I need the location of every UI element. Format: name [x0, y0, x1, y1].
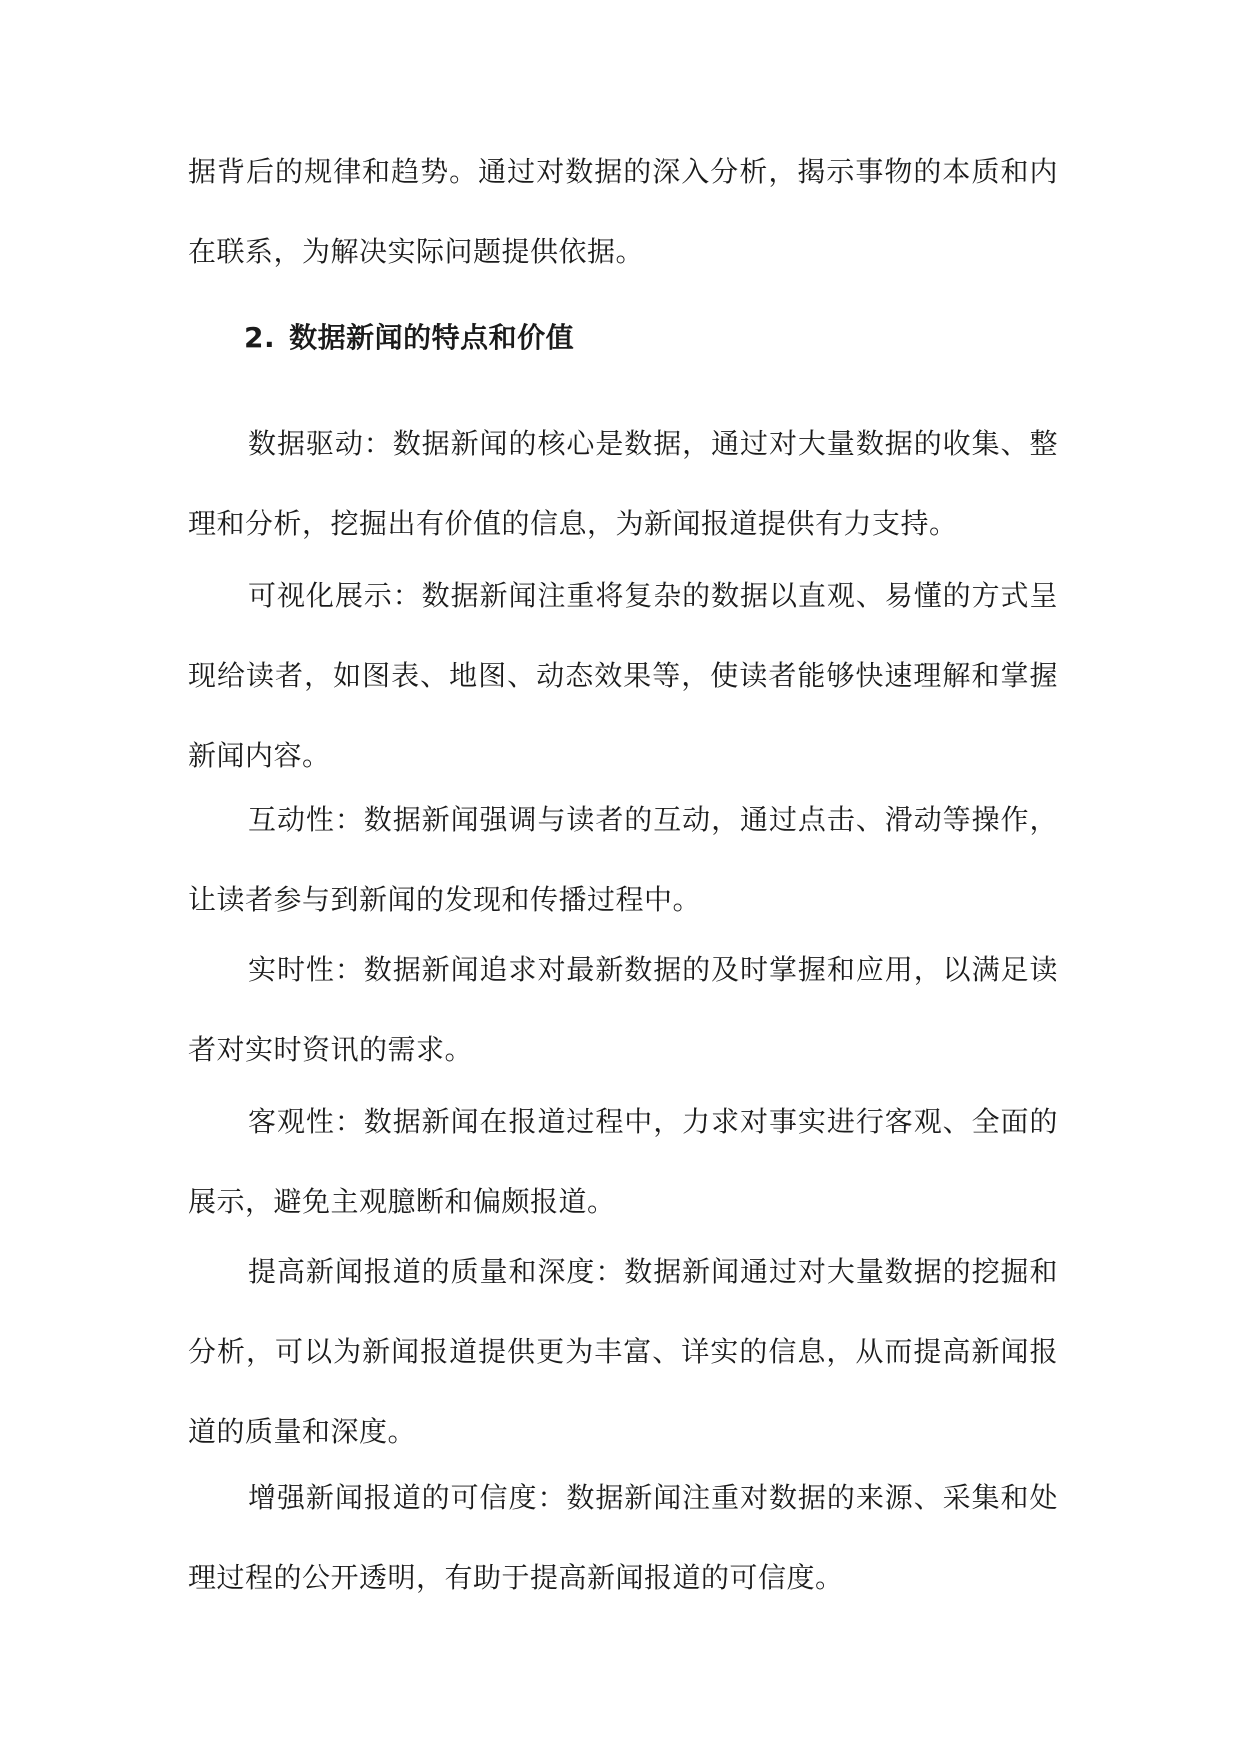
continuation-paragraph: 据背后的规律和趋势。通过对数据的深入分析，揭示事物的本质和内在联系，为解决实际问题提供依据。: [188, 155, 1058, 268]
paragraph-quality-depth: 提高新闻报道的质量和深度：数据新闻通过对大量数据的挖掘和分析，可以为新闻报道提供更为丰富、详实的信息，从而提高新闻报道的质量和深度。: [188, 1255, 1058, 1448]
paragraph-interactivity: 互动性：数据新闻强调与读者的互动，通过点击、滑动等操作，让读者参与到新闻的发现和传播过程中。: [188, 803, 1058, 916]
section-number: 2.: [244, 321, 276, 354]
paragraph-data-driven: 数据驱动：数据新闻的核心是数据，通过对大量数据的收集、整理和分析，挖掘出有价值的信息，为新闻报道提供有力支持。: [188, 427, 1058, 540]
paragraph-credibility: 增强新闻报道的可信度：数据新闻注重对数据的来源、采集和处理过程的公开透明，有助于提高新闻报道的可信度。: [188, 1481, 1058, 1594]
paragraph-objectivity: 客观性：数据新闻在报道过程中，力求对事实进行客观、全面的展示，避免主观臆断和偏颇报道。: [188, 1105, 1058, 1218]
section-heading: [244, 318, 574, 358]
paragraph-timeliness: 实时性：数据新闻追求对最新数据的及时掌握和应用，以满足读者对实时资讯的需求。: [188, 953, 1058, 1066]
section-title: 数据新闻的特点和价值: [289, 321, 575, 354]
paragraph-visualization: 可视化展示：数据新闻注重将复杂的数据以直观、易懂的方式呈现给读者，如图表、地图、动态效果等，使读者能够快速理解和掌握新闻内容。: [188, 579, 1058, 772]
